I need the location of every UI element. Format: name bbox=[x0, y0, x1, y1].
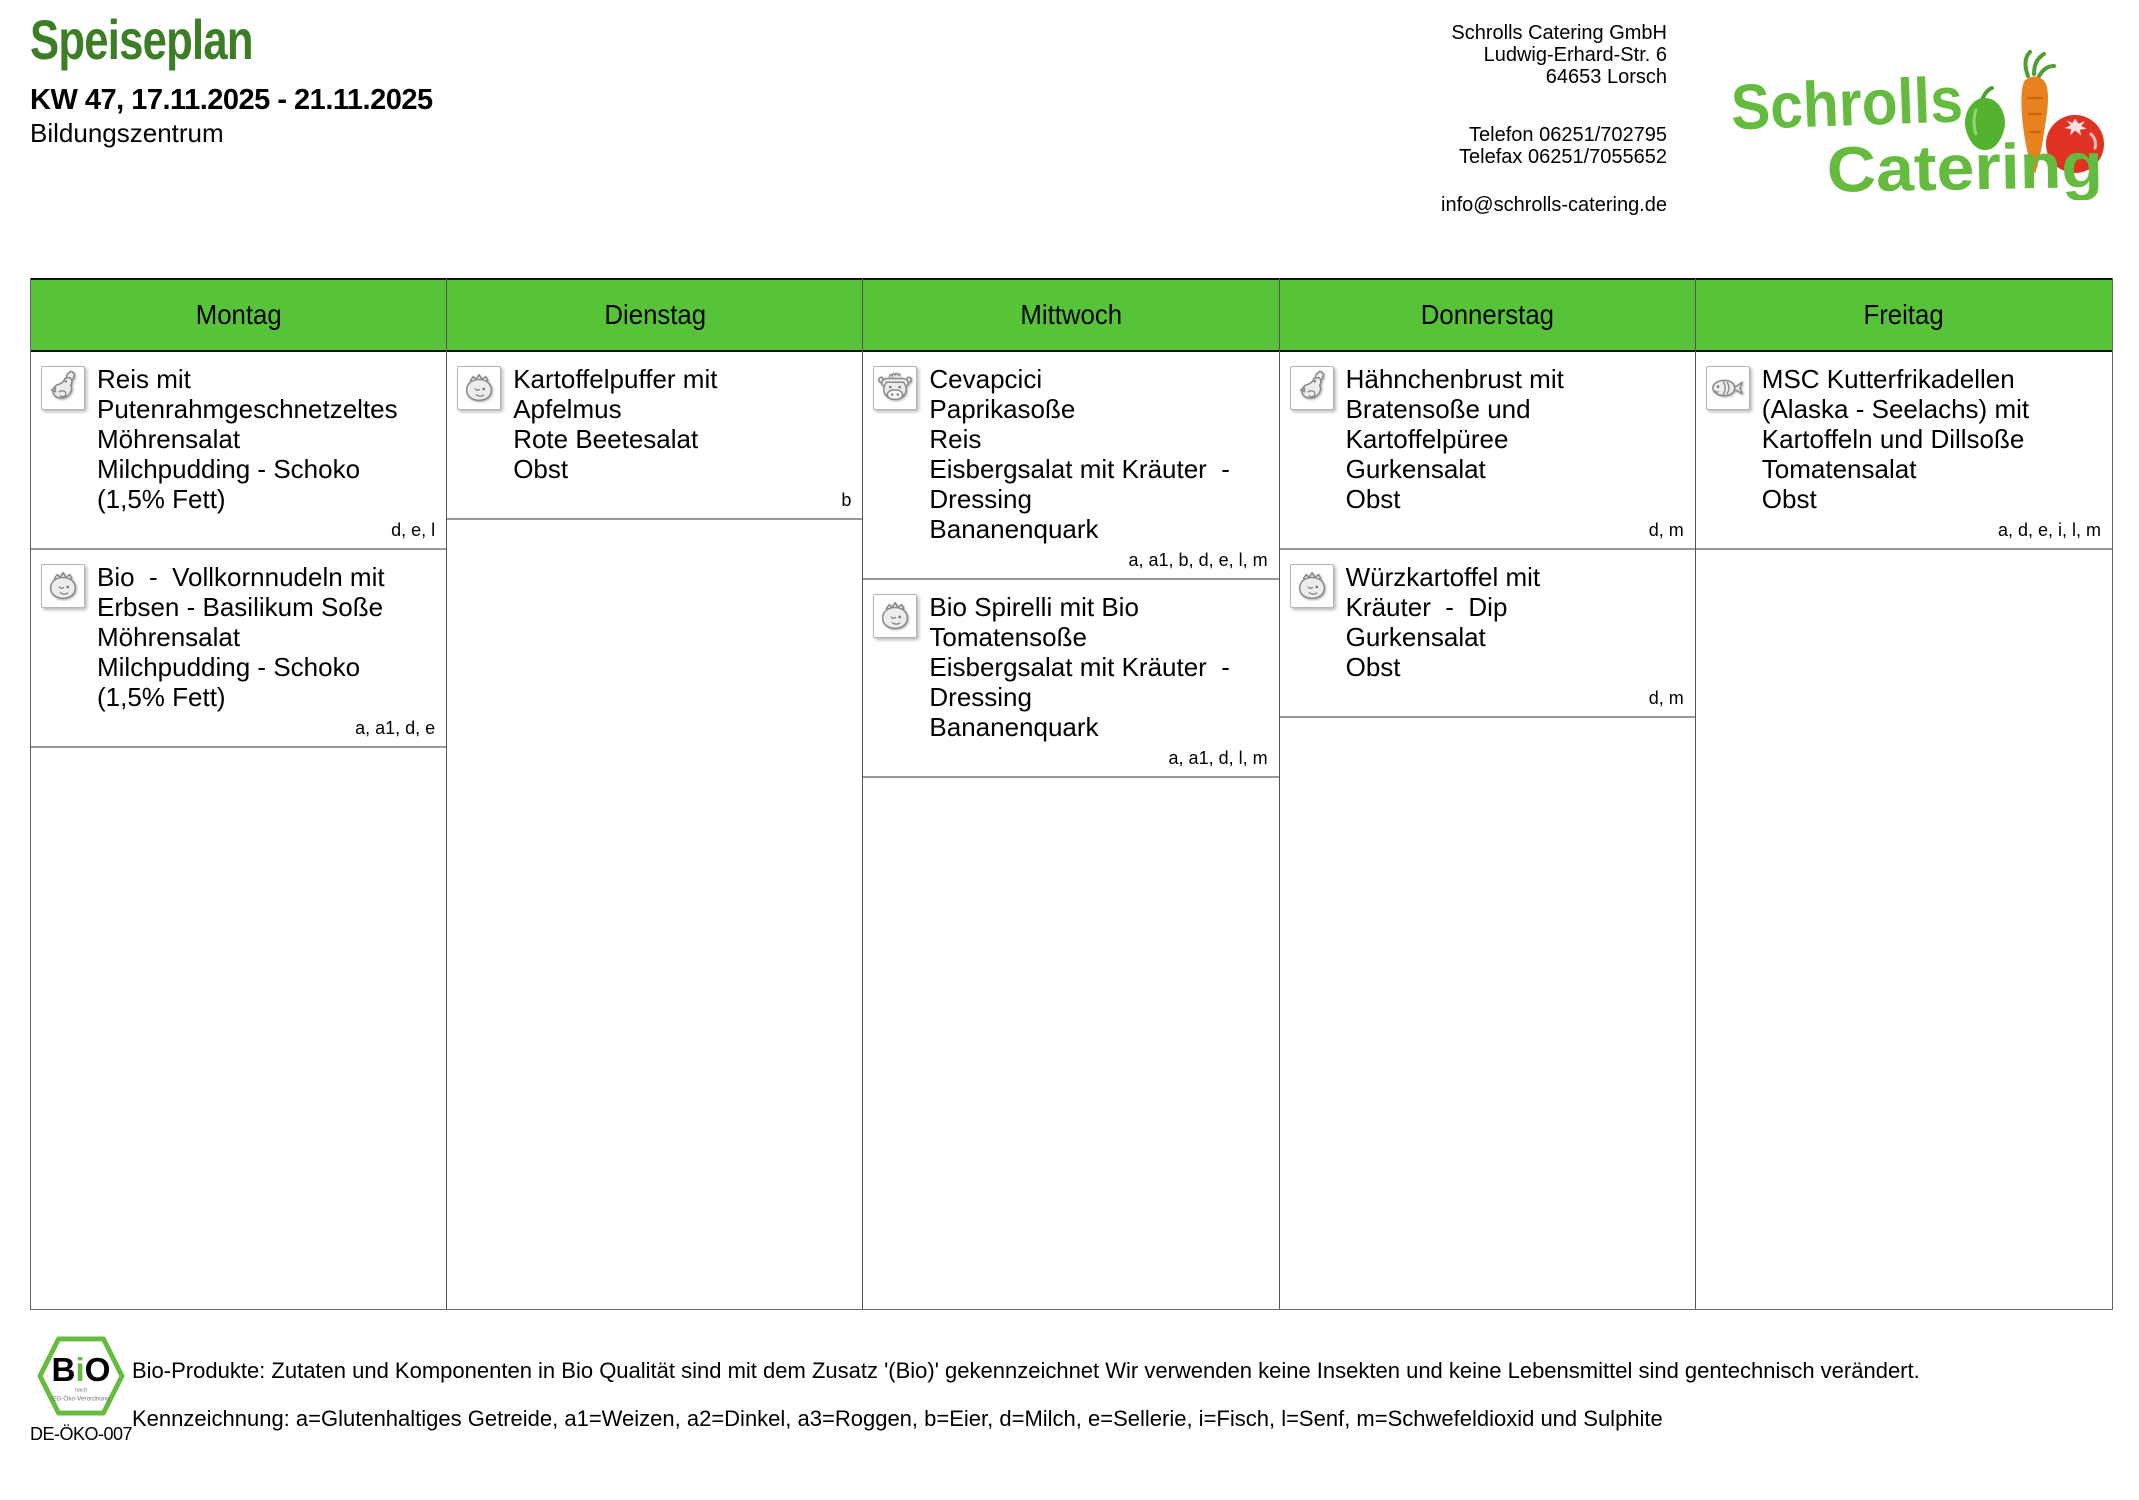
day-body bbox=[447, 352, 862, 1309]
meal-text bbox=[929, 364, 1230, 544]
meal-line: Paprikasoße bbox=[929, 394, 1076, 424]
company-logo bbox=[1729, 48, 2111, 200]
day-body bbox=[31, 352, 446, 1309]
meal-line: Reis mit bbox=[97, 364, 191, 394]
meal-line: Bio Spirelli mit Bio bbox=[929, 592, 1139, 622]
day-header-label: Freitag bbox=[1863, 299, 1944, 330]
meal-line: Gurkensalat bbox=[1345, 454, 1486, 484]
meal-line: Tomatensalat bbox=[1761, 454, 1917, 484]
svg-text:EG-Öko-Verordnung: EG-Öko-Verordnung bbox=[52, 1395, 110, 1403]
meal-line: Kartoffelpüree bbox=[1345, 424, 1509, 454]
day-column-donnerstag bbox=[1280, 278, 1696, 1309]
allergen-codes: b bbox=[841, 490, 852, 510]
meal-line: Milchpudding - Schoko bbox=[97, 652, 361, 682]
meal-line: Eisbergsalat mit Kräuter - bbox=[929, 652, 1230, 682]
page-title: Speiseplan bbox=[30, 8, 253, 71]
meal-item bbox=[31, 550, 446, 748]
meal-line: Milchpudding - Schoko bbox=[97, 454, 361, 484]
allergen-codes: d, m bbox=[1648, 688, 1684, 708]
bio-seal-icon bbox=[35, 1335, 127, 1417]
meal-line: Bratensoße und bbox=[1345, 394, 1531, 424]
meal-line: Bananenquark bbox=[929, 514, 1099, 544]
meal-line: Reis bbox=[929, 424, 982, 454]
meal-line: (1,5% Fett) bbox=[97, 682, 226, 712]
meal-line: Cevapcici bbox=[929, 364, 1043, 394]
meal-line: (1,5% Fett) bbox=[97, 484, 226, 514]
company-email: info@schrolls-catering.de bbox=[1441, 194, 1667, 216]
meal-line: Dressing bbox=[929, 484, 1032, 514]
day-body bbox=[863, 352, 1278, 1309]
meal-text bbox=[1346, 562, 1541, 682]
meal-text bbox=[513, 364, 717, 484]
svg-text:nach: nach bbox=[74, 1387, 88, 1394]
svg-text:BiO: BiO bbox=[51, 1351, 111, 1389]
meal-line: Kartoffelpuffer mit bbox=[513, 364, 718, 394]
meal-item bbox=[863, 352, 1278, 580]
day-column-freitag bbox=[1696, 278, 2112, 1309]
meal-line: Möhrensalat bbox=[97, 424, 241, 454]
day-header bbox=[863, 278, 1278, 352]
meal-line: Rote Beetesalat bbox=[513, 424, 699, 454]
meal-item bbox=[31, 352, 446, 550]
day-column-montag bbox=[31, 278, 447, 1309]
menu-table bbox=[30, 278, 2113, 1310]
meal-line: Bio - Vollkornnudeln mit bbox=[97, 562, 385, 592]
day-header bbox=[447, 278, 862, 352]
meal-line: Obst bbox=[1761, 484, 1817, 514]
day-header bbox=[1280, 278, 1695, 352]
day-header-label: Mittwoch bbox=[1020, 299, 1122, 330]
company-fax: Telefax 06251/7055652 bbox=[1459, 146, 1667, 168]
day-header-label: Donnerstag bbox=[1420, 299, 1554, 330]
meal-line: MSC Kutterfrikadellen bbox=[1761, 364, 2015, 394]
meal-line: Tomatensoße bbox=[929, 622, 1087, 652]
meal-text bbox=[97, 364, 398, 514]
meal-line: Hähnchenbrust mit bbox=[1345, 364, 1564, 394]
meal-line: Obst bbox=[513, 454, 569, 484]
meal-line: Kräuter - Dip bbox=[1345, 592, 1508, 622]
allergen-legend: Kennzeichnung: a=Glutenhaltiges Getreide, a1=Weizen, a2=Dinkel, a3=Roggen, b=Eier, d=Milch, e=Sellerie, i=Fisch, l=Senf, m=Schwefeldioxid und Sulphite bbox=[132, 1406, 1663, 1431]
beef-icon bbox=[873, 366, 917, 410]
bio-seal bbox=[20, 1335, 142, 1445]
meal-line: Würzkartoffel mit bbox=[1345, 562, 1541, 592]
allergen-codes: a, a1, b, d, e, l, m bbox=[1128, 550, 1268, 570]
meal-item bbox=[447, 352, 862, 520]
day-column-dienstag bbox=[447, 278, 863, 1309]
day-header-label: Montag bbox=[195, 299, 282, 330]
day-header bbox=[1696, 278, 2112, 352]
location-name: Bildungszentrum bbox=[30, 118, 224, 148]
logo-word-catering: Catering bbox=[1826, 129, 2088, 200]
meal-line: Kartoffeln und Dillsoße bbox=[1761, 424, 2025, 454]
company-phone: Telefon 06251/702795 bbox=[1469, 124, 1667, 146]
vegetarian-icon bbox=[457, 366, 501, 410]
fish-icon bbox=[1706, 366, 1750, 410]
allergen-codes: a, a1, d, e bbox=[355, 718, 436, 738]
meal-line: Möhrensalat bbox=[97, 622, 241, 652]
allergen-codes: d, e, l bbox=[391, 520, 436, 540]
meal-line: Dressing bbox=[929, 682, 1032, 712]
allergen-codes: d, m bbox=[1648, 520, 1684, 540]
day-header-label: Dienstag bbox=[603, 299, 706, 330]
footer bbox=[20, 1335, 2130, 1465]
week-range: KW 47, 17.11.2025 - 21.11.2025 bbox=[30, 84, 433, 116]
meal-item bbox=[1280, 550, 1695, 718]
bio-seal-code: DE-ÖKO-007 bbox=[29, 1424, 133, 1444]
company-city: 64653 Lorsch bbox=[1545, 66, 1667, 88]
day-body bbox=[1280, 352, 1695, 1309]
allergen-codes: a, d, e, i, l, m bbox=[1997, 520, 2101, 540]
meal-line: Apfelmus bbox=[513, 394, 622, 424]
meal-item bbox=[1696, 352, 2112, 550]
meal-line: Erbsen - Basilikum Soße bbox=[97, 592, 384, 622]
meal-line: (Alaska - Seelachs) mit bbox=[1761, 394, 2030, 424]
meal-text bbox=[1762, 364, 2029, 514]
day-header bbox=[31, 278, 446, 352]
day-column-mittwoch bbox=[863, 278, 1279, 1309]
meal-text bbox=[929, 592, 1230, 742]
allergen-codes: a, a1, d, l, m bbox=[1168, 748, 1268, 768]
vegetarian-icon bbox=[873, 594, 917, 638]
company-street: Ludwig-Erhard-Str. 6 bbox=[1483, 44, 1667, 66]
meal-item bbox=[1280, 352, 1695, 550]
bio-products-note: Bio-Produkte: Zutaten und Komponenten in Bio Qualität sind mit dem Zusatz '(Bio)' gekennzeichnet Wir verwenden keine Insekten und keine Lebensmittel sind gentechnisch verändert. bbox=[132, 1358, 1920, 1383]
day-body bbox=[1696, 352, 2112, 1309]
header-left bbox=[30, 10, 433, 148]
company-info bbox=[1441, 22, 1667, 216]
logo-word-schrolls: Schrolls bbox=[1729, 62, 1985, 144]
vegetarian-icon bbox=[41, 564, 85, 608]
meal-item bbox=[863, 580, 1278, 778]
meal-line: Eisbergsalat mit Kräuter - bbox=[929, 454, 1230, 484]
meal-line: Putenrahmgeschnetzeltes bbox=[97, 394, 398, 424]
meal-text bbox=[1346, 364, 1564, 514]
meal-line: Bananenquark bbox=[929, 712, 1099, 742]
poultry-icon bbox=[41, 366, 85, 410]
meal-line: Obst bbox=[1345, 652, 1401, 682]
meal-text bbox=[97, 562, 385, 712]
meal-line: Obst bbox=[1345, 484, 1401, 514]
vegetarian-icon bbox=[1290, 564, 1334, 608]
company-name: Schrolls Catering GmbH bbox=[1451, 22, 1667, 44]
meal-line: Gurkensalat bbox=[1345, 622, 1486, 652]
poultry-icon bbox=[1290, 366, 1334, 410]
